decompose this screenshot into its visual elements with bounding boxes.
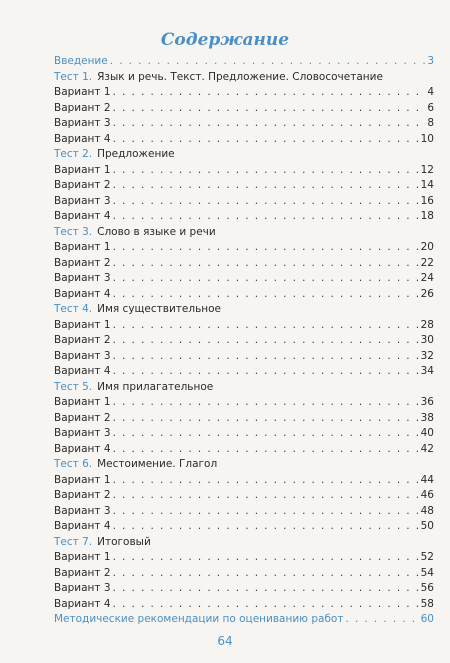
toc-variant-entry[interactable] xyxy=(54,101,434,117)
toc-variant-entry[interactable] xyxy=(54,504,434,520)
dot-leader xyxy=(113,178,419,194)
toc-variant-entry[interactable] xyxy=(54,318,434,334)
dot-leader xyxy=(113,566,419,582)
toc-variant-entry[interactable] xyxy=(54,194,434,210)
dot-leader xyxy=(113,318,419,334)
dot-leader xyxy=(113,597,419,613)
toc-variant-entry[interactable] xyxy=(54,116,434,132)
variant-label: Вариант 3 xyxy=(54,117,111,129)
toc-page-number: 10 xyxy=(420,132,434,145)
toc-entry-label: Введение xyxy=(54,55,108,67)
test-number: Тест 1. xyxy=(54,70,93,83)
toc-variant-entry[interactable] xyxy=(54,426,434,442)
dot-leader xyxy=(113,240,419,256)
variant-label: Вариант 1 xyxy=(54,318,111,331)
variant-label: Вариант 1 xyxy=(54,241,111,253)
test-title: Имя существительное xyxy=(97,303,222,315)
toc-variant-entry[interactable] xyxy=(54,209,434,225)
variant-label: Вариант 2 xyxy=(54,566,111,579)
toc-variant-entry[interactable] xyxy=(54,163,434,179)
dot-leader xyxy=(113,349,419,365)
toc-page-number: 6 xyxy=(427,101,434,114)
toc-page-number: 32 xyxy=(420,349,434,362)
variant-label: Вариант 1 xyxy=(54,473,111,486)
toc-page-number: 18 xyxy=(420,210,434,222)
variant-label: Вариант 3 xyxy=(54,194,111,207)
test-title: Итоговый xyxy=(97,535,151,548)
toc-variant-entry[interactable] xyxy=(54,488,434,504)
test-number: Тест 5. xyxy=(54,380,93,393)
toc-variant-entry[interactable] xyxy=(54,395,434,411)
dot-leader xyxy=(345,612,418,628)
toc-entry-label: Методические рекомендации по оцениванию работ xyxy=(54,613,344,625)
variant-label: Вариант 1 xyxy=(54,163,111,176)
toc-page-number: 48 xyxy=(420,504,434,517)
toc-page-number: 8 xyxy=(427,117,434,129)
toc-page-number: 40 xyxy=(420,427,434,439)
variant-label: Вариант 3 xyxy=(54,272,111,284)
toc-variant-entry[interactable] xyxy=(54,132,434,148)
toc-page-number: 44 xyxy=(420,473,434,486)
dot-leader xyxy=(113,581,419,597)
dot-leader xyxy=(113,209,419,225)
toc-variant-entry[interactable] xyxy=(54,442,434,458)
dot-leader xyxy=(113,364,419,380)
variant-label: Вариант 4 xyxy=(54,442,111,455)
toc-page-number: 38 xyxy=(420,411,434,424)
toc-test-heading[interactable] xyxy=(54,457,434,473)
toc-test-heading[interactable] xyxy=(54,70,434,86)
variant-label: Вариант 1 xyxy=(54,86,111,98)
variant-label: Вариант 3 xyxy=(54,427,111,439)
variant-label: Вариант 1 xyxy=(54,551,111,563)
variant-label: Вариант 2 xyxy=(54,334,111,346)
toc-variant-entry[interactable] xyxy=(54,550,434,566)
toc-page-number: 4 xyxy=(427,86,434,98)
toc-entry-intro[interactable] xyxy=(54,54,434,70)
dot-leader xyxy=(110,54,426,70)
dot-leader xyxy=(113,194,419,210)
toc-page-number: 20 xyxy=(420,241,434,253)
dot-leader xyxy=(113,101,426,117)
page-title: Содержание xyxy=(160,30,290,50)
dot-leader xyxy=(113,519,419,535)
dot-leader xyxy=(113,488,419,504)
toc-variant-entry[interactable] xyxy=(54,178,434,194)
toc-variant-entry[interactable] xyxy=(54,333,434,349)
test-title: Имя прилагательное xyxy=(97,380,214,393)
dot-leader xyxy=(113,271,419,287)
dot-leader xyxy=(113,333,419,349)
toc-variant-entry[interactable] xyxy=(54,271,434,287)
toc-variant-entry[interactable] xyxy=(54,597,434,613)
dot-leader xyxy=(113,287,419,303)
toc-page-number: 46 xyxy=(420,489,434,501)
toc-variant-entry[interactable] xyxy=(54,256,434,272)
toc-page-number: 54 xyxy=(420,566,434,579)
toc-test-heading[interactable] xyxy=(54,302,434,318)
dot-leader xyxy=(113,132,419,148)
variant-label: Вариант 4 xyxy=(54,210,111,222)
toc-page-number: 58 xyxy=(420,597,434,610)
variant-label: Вариант 2 xyxy=(54,256,111,269)
toc-page-number: 22 xyxy=(420,256,434,269)
variant-label: Вариант 4 xyxy=(54,365,111,377)
tests-list xyxy=(54,70,434,613)
variant-label: Вариант 2 xyxy=(54,489,111,501)
toc-page-number: 30 xyxy=(420,334,434,346)
toc-page-number: 34 xyxy=(420,365,434,377)
toc-variant-entry[interactable] xyxy=(54,240,434,256)
dot-leader xyxy=(113,442,419,458)
toc-page-number: 24 xyxy=(420,272,434,284)
dot-leader xyxy=(113,395,419,411)
toc-variant-entry[interactable] xyxy=(54,566,434,582)
toc-variant-entry[interactable] xyxy=(54,581,434,597)
toc-page-number: 50 xyxy=(420,520,434,532)
variant-label: Вариант 2 xyxy=(54,411,111,424)
toc-page-number: 16 xyxy=(420,194,434,207)
dot-leader xyxy=(113,473,419,489)
toc-variant-entry[interactable] xyxy=(54,364,434,380)
variant-label: Вариант 3 xyxy=(54,504,111,517)
test-number: Тест 3. xyxy=(54,225,93,238)
toc-page-number: 52 xyxy=(420,551,434,563)
test-number: Тест 6. xyxy=(54,458,93,470)
dot-leader xyxy=(113,550,419,566)
toc-page-number: 3 xyxy=(427,55,434,67)
toc-test-heading[interactable] xyxy=(54,535,434,551)
test-title: Слово в языке и речи xyxy=(97,225,216,238)
toc-variant-entry[interactable] xyxy=(54,473,434,489)
variant-label: Вариант 4 xyxy=(54,597,111,610)
toc-page-number: 42 xyxy=(420,442,434,455)
toc-entry-methods[interactable] xyxy=(54,612,434,628)
variant-label: Вариант 4 xyxy=(54,287,111,300)
variant-label: Вариант 3 xyxy=(54,349,111,362)
test-title: Язык и речь. Текст. Предложение. Словосочетание xyxy=(97,70,383,83)
variant-label: Вариант 4 xyxy=(54,520,111,532)
dot-leader xyxy=(113,116,426,132)
toc-test-heading[interactable] xyxy=(54,147,434,163)
test-number: Тест 2. xyxy=(54,148,93,160)
toc-page-number: 12 xyxy=(420,163,434,176)
toc-page-number: 36 xyxy=(420,396,434,408)
test-number: Тест 4. xyxy=(54,303,93,315)
dot-leader xyxy=(113,256,419,272)
toc-test-heading[interactable] xyxy=(54,380,434,396)
toc-variant-entry[interactable] xyxy=(54,85,434,101)
dot-leader xyxy=(113,426,419,442)
toc-variant-entry[interactable] xyxy=(54,519,434,535)
toc-variant-entry[interactable] xyxy=(54,287,434,303)
test-title: Местоимение. Глагол xyxy=(97,458,218,470)
table-of-contents xyxy=(54,54,434,628)
toc-page-number: 28 xyxy=(420,318,434,331)
dot-leader xyxy=(113,504,419,520)
toc-page-number: 60 xyxy=(420,613,434,625)
dot-leader xyxy=(113,163,419,179)
variant-label: Вариант 1 xyxy=(54,396,111,408)
variant-label: Вариант 3 xyxy=(54,582,111,594)
dot-leader xyxy=(113,411,419,427)
toc-page-number: 14 xyxy=(420,179,434,191)
page-number: 64 xyxy=(217,634,233,648)
toc-variant-entry[interactable] xyxy=(54,411,434,427)
test-title: Предложение xyxy=(97,148,175,160)
toc-page-number: 56 xyxy=(420,582,434,594)
toc-test-heading[interactable] xyxy=(54,225,434,241)
variant-label: Вариант 2 xyxy=(54,101,111,114)
toc-page-number: 26 xyxy=(420,287,434,300)
variant-label: Вариант 4 xyxy=(54,132,111,145)
dot-leader xyxy=(113,85,426,101)
toc-variant-entry[interactable] xyxy=(54,349,434,365)
test-number: Тест 7. xyxy=(54,535,93,548)
variant-label: Вариант 2 xyxy=(54,179,111,191)
